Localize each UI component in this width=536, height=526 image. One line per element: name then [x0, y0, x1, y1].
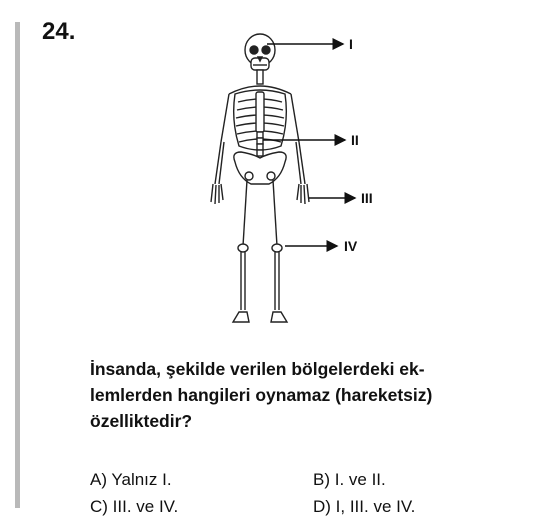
neck — [257, 70, 263, 84]
right-leg — [271, 180, 287, 322]
option-c[interactable]: C) III. ve IV. — [90, 497, 179, 516]
skull — [245, 34, 275, 70]
left-leg — [233, 180, 249, 322]
skeleton — [211, 34, 309, 322]
option-a[interactable]: A) Yalnız I. — [90, 470, 172, 489]
question-line-3: özelliktedir? — [90, 411, 193, 431]
margin-bar — [15, 22, 20, 508]
question-line-1: İnsanda, şekilde verilen bölgelerdeki ek- — [90, 359, 425, 379]
right-hip-socket — [267, 172, 275, 180]
question-text — [90, 356, 520, 434]
option-b[interactable]: B) I. ve II. — [313, 470, 386, 489]
label-iv: IV — [344, 238, 358, 254]
skeleton-diagram — [205, 28, 405, 332]
label-ii: II — [351, 132, 359, 148]
question-number: 24. — [42, 18, 76, 45]
left-arm — [211, 94, 229, 204]
label-iii: III — [361, 190, 373, 206]
skeleton-figure — [205, 28, 405, 332]
question-line-2: lemlerden hangileri oynamaz (hareketsiz) — [90, 385, 433, 405]
spine — [257, 132, 263, 156]
pelvis — [234, 152, 286, 184]
label-i: I — [349, 36, 353, 52]
left-hip-socket — [245, 172, 253, 180]
option-d[interactable]: D) I, III. ve IV. — [313, 497, 416, 516]
right-arm — [291, 94, 309, 204]
